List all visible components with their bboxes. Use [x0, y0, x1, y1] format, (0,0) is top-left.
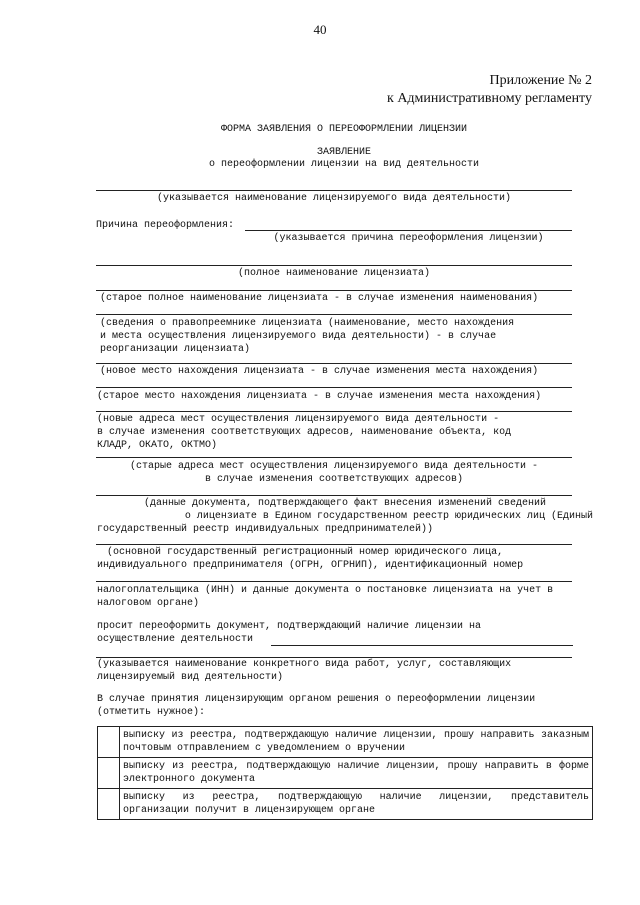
works-hint-1: (указывается наименование конкретного вида работ, услуг, составляющих: [97, 659, 512, 670]
reason-hint: (указывается причина переоформления лицензии): [273, 233, 544, 244]
new-addresses-hint: [97, 413, 511, 452]
works-hint-2: лицензируемый вид деятельности): [97, 672, 284, 683]
egrul-hint-3: государственный реестр индивидуальных предпринимателей)): [97, 524, 434, 535]
statement-subtitle: о переоформлении лицензии на вид деятельности: [208, 159, 480, 170]
option-checkbox-in-person[interactable]: [98, 789, 120, 820]
decision-line-1: В случае принятия лицензирующим органом решения о переоформлении лицензии: [97, 694, 536, 705]
old-location-hint: (старое место нахождения лицензиата - в случае изменения места нахождения): [97, 391, 542, 402]
option-row: [98, 727, 593, 758]
page-number: 40: [313, 22, 327, 37]
new-location-line[interactable]: [96, 363, 572, 364]
options-table: [97, 726, 593, 820]
request-line-1: просит переоформить документ, подтверждающий наличие лицензии на: [97, 621, 482, 632]
works-hint: [97, 658, 593, 684]
option-checkbox-mail[interactable]: [98, 727, 120, 758]
successor-hint-3: реорганизации лицензиата): [100, 344, 251, 355]
inn-hint-1: налогоплательщика (ИНН) и данные документа о постановке лицензиата на учет в: [97, 585, 554, 596]
appendix-header: [387, 72, 592, 108]
decision-text: [97, 693, 597, 719]
successor-hint-2: и места осуществления лицензируемого вида деятельности) - в случае: [100, 331, 497, 342]
activity-name-hint: (указывается наименование лицензируемого вида деятельности): [156, 193, 512, 204]
request-activity-line[interactable]: [271, 645, 573, 646]
statement-title: ЗАЯВЛЕНИЕ: [316, 147, 371, 158]
old-addresses-hint-2: в случае изменения соответствующих адресов): [204, 474, 464, 485]
successor-hint-1: (сведения о правопреемнике лицензиата (наименование, место нахождения: [100, 318, 515, 329]
inn-hint: [97, 584, 593, 610]
option-row: [98, 758, 593, 789]
request-text: [97, 620, 593, 646]
old-name-hint: (старое полное наименование лицензиата - в случае изменения наименования): [100, 293, 539, 304]
full-name-line[interactable]: [96, 265, 572, 266]
old-addresses-line[interactable]: [96, 457, 572, 458]
new-addresses-hint-3: КЛАДР, ОКАТО, ОКТМО): [97, 440, 218, 451]
old-addresses-hint: [96, 460, 572, 486]
successor-line[interactable]: [96, 314, 572, 315]
old-addresses-hint-1: (старые адреса мест осуществления лицензируемого вида деятельности -: [129, 461, 539, 472]
inn-hint-2: налоговом органе): [97, 598, 200, 609]
ogrn-line[interactable]: [96, 544, 572, 545]
option-checkbox-electronic[interactable]: [98, 758, 120, 789]
new-addresses-hint-1: (новые адреса мест осуществления лицензируемого вида деятельности -: [97, 414, 500, 425]
ogrn-hint: [97, 546, 593, 572]
option-row: [98, 789, 593, 820]
request-line-2: осуществление деятельности: [97, 634, 254, 645]
reason-line[interactable]: [245, 230, 572, 231]
inn-line[interactable]: [96, 581, 572, 582]
appendix-line-1: Приложение № 2: [489, 73, 592, 88]
egrul-hint-1: (данные документа, подтверждающего факт внесения изменений сведений: [143, 498, 547, 509]
ogrn-hint-2: индивидуального предпринимателя (ОГРН, ОГРНИП), идентификационный номер: [97, 560, 524, 571]
ogrn-hint-1: (основной государственный регистрационный номер юридического лица,: [107, 547, 504, 558]
egrul-hint-2: о лицензиате в Едином государственном реестр юридических лиц (Единый: [184, 511, 593, 522]
old-name-line[interactable]: [96, 290, 572, 291]
new-location-hint: (новое место нахождения лицензиата - в случае изменения места нахождения): [100, 366, 539, 377]
egrul-hint: [97, 497, 593, 536]
option-text-in-person: выписку из реестра, подтверждающую наличие лицензии, представитель организации получит в лицензирующем органе: [120, 789, 593, 820]
form-title: ФОРМА ЗАЯВЛЕНИЯ О ПЕРЕОФОРМЛЕНИИ ЛИЦЕНЗИИ: [220, 124, 468, 135]
activity-name-line[interactable]: [96, 190, 572, 191]
full-name-hint: (полное наименование лицензиата): [237, 268, 431, 279]
decision-line-2: (отметить нужное):: [97, 707, 206, 718]
old-location-line[interactable]: [96, 387, 572, 388]
option-text-mail: выписку из реестра, подтверждающую наличие лицензии, прошу направить заказным почтовым отправлением с уведомлением о вручении: [120, 727, 593, 758]
option-text-electronic: выписку из реестра, подтверждающую наличие лицензии, прошу направить в форме электронного документа: [120, 758, 593, 789]
reason-label: Причина переоформления:: [96, 220, 235, 231]
new-addresses-hint-2: в случае изменения соответствующих адресов, наименование объекта, код: [97, 427, 512, 438]
appendix-line-2: к Административному регламенту: [387, 91, 592, 106]
successor-hint: [100, 317, 514, 356]
new-addresses-line[interactable]: [96, 411, 572, 412]
egrul-line[interactable]: [96, 495, 572, 496]
